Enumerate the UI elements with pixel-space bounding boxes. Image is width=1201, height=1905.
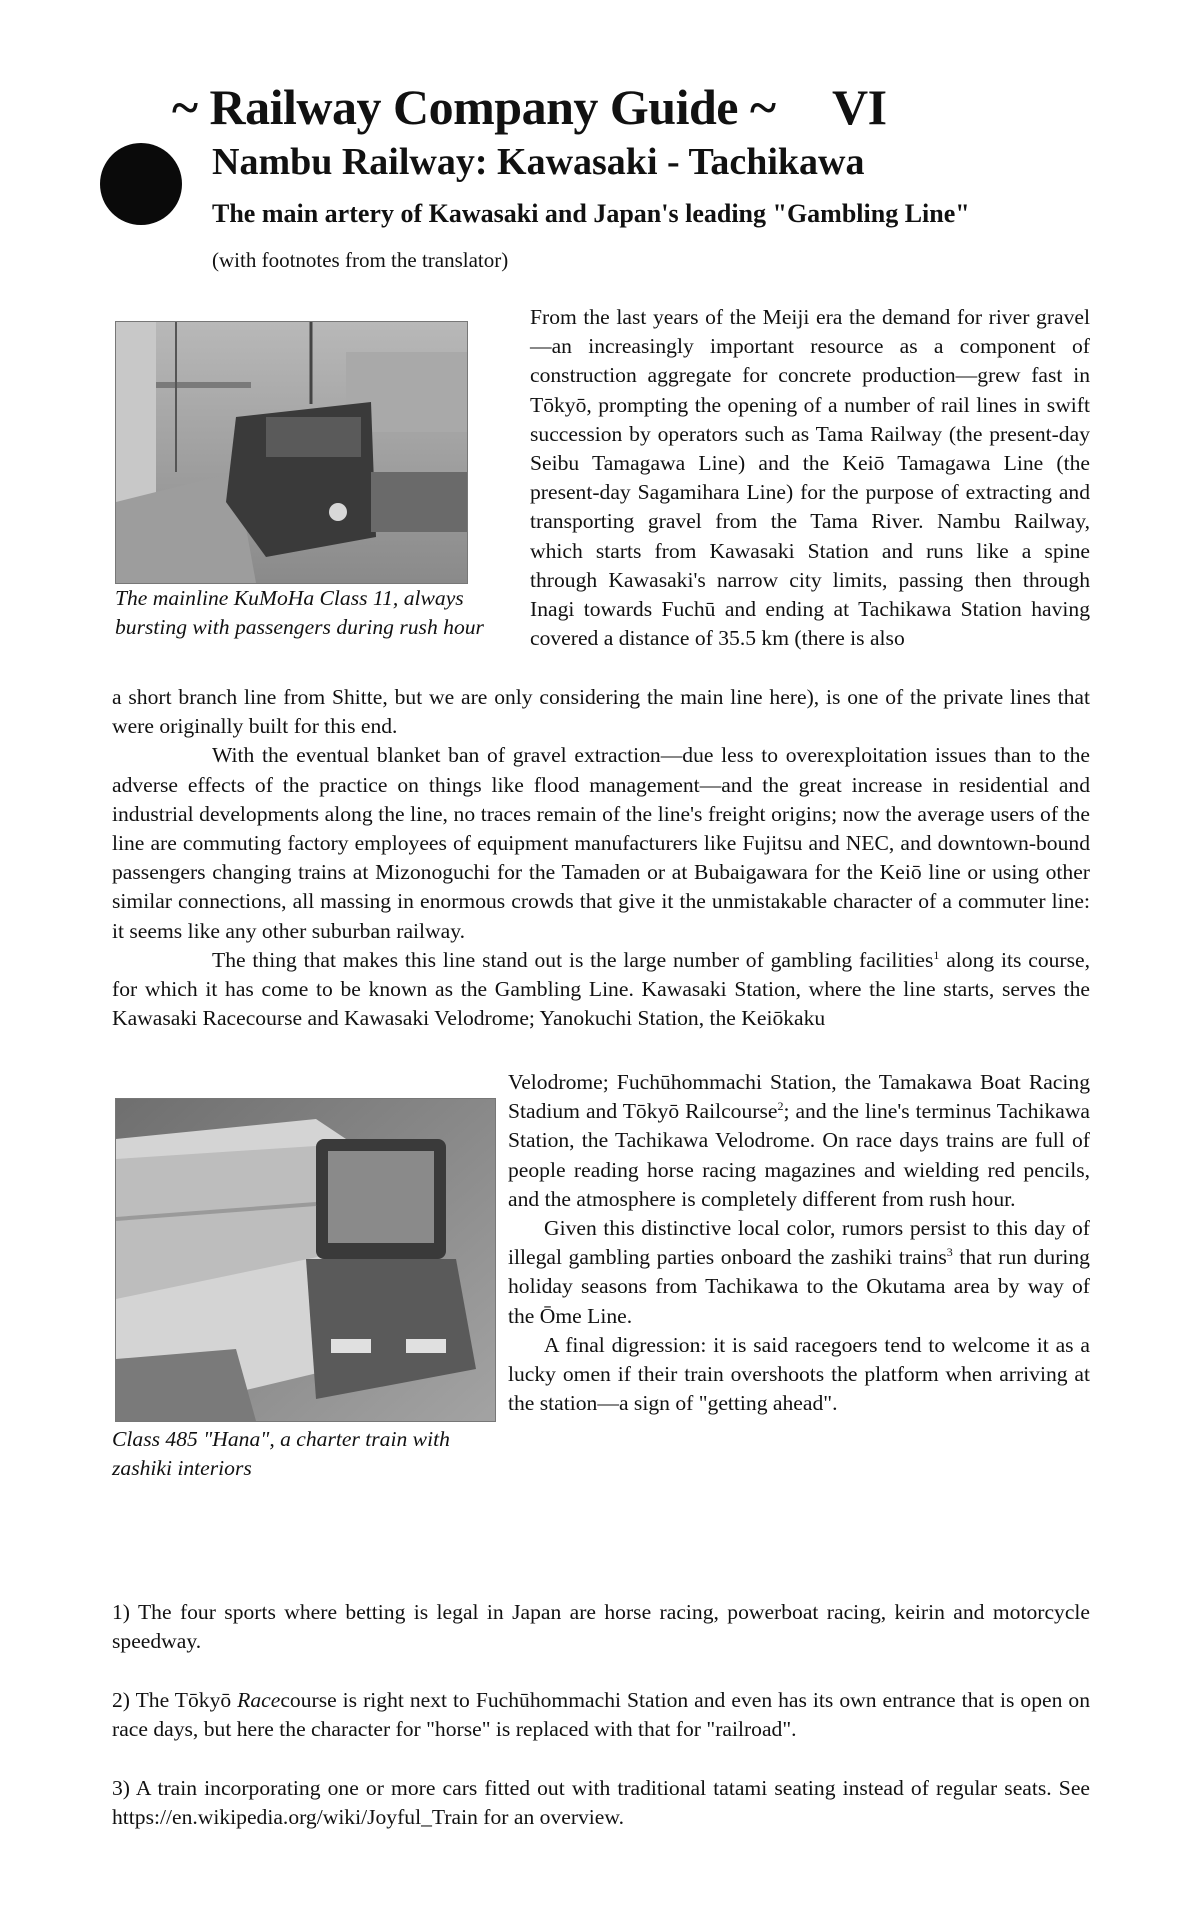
footnote-2 [112,1686,1090,1744]
footnote-ref-3[interactable]: 3 [946,1245,953,1260]
paragraph-3-side-b: ; and the line's terminus Tachikawa Station, the Tachikawa Velodrome. On race days trains are full of people reading horse racing magazines and wielding red pencils, and the atmosphere is completely different from rush hour. [508,1099,1091,1211]
train-photo-1 [116,322,467,583]
footnote-2-emphasis: Race [237,1688,281,1712]
paragraph-3-side-a: Velodrome; Fuchūhommachi Station, the Tamakawa Boat Racing Stadium and Tōkyō Railcourse [508,1070,1090,1124]
article-subtitle: Nambu Railway: Kawasaki - Tachikawa [212,141,865,183]
footnote-ref-1[interactable]: 1 [933,947,940,962]
paragraph-3-text-a: The thing that makes this line stand out is the large number of gambling facilities [212,947,934,972]
paragraph-4 [508,1214,1090,1331]
paragraph-4-text-a: Given this distinctive local color, rumors persist to this day of illegal gambling parties onboard the zashiki trains [508,1216,1090,1270]
article-body-full [112,683,1090,1033]
paragraph-5: A final digression: it is said racegoers tend to welcome it as a lucky omen if their train overshoots the platform when arriving at the station—a sign of "getting ahead". [508,1332,1090,1416]
translator-note: (with footnotes from the translator) [212,248,509,272]
title-text: ~ Railway Company Guide ~ [172,79,776,135]
photo-caption-2: Class 485 "Hana", a charter train with zashiki interiors [112,1427,450,1481]
article-tagline: The main artery of Kawasaki and Japan's leading "Gambling Line" [212,199,970,228]
paragraph-2: With the eventual blanket ban of gravel extraction—due less to overexploitation issues than to the adverse effects of the practice on things like flood management—and the great increase in residential and industrial developments along the line, no traces remain of the line's freight origins; now the average users of the line are commuting factory employees of equipment manufacturers like Fujitsu and NEC, and downtown-bound passengers changing trains at Mizonoguchi for the Tamaden or at Bubaigawara for the Keiō line or using other similar connections, all massing in enormous crowds that give it the unmistakable character of a commuter line: it seems like any other suburban railway. [112,743,1090,943]
footnote-ref-2[interactable]: 2 [777,1099,784,1114]
paragraph-3-start [112,946,1090,1034]
photo-class-485-hana [115,1098,496,1422]
photo-kumoha-class-11 [115,321,468,584]
paragraph-3-continued [508,1068,1090,1214]
paragraph-1-side-text: From the last years of the Meiji era the demand for river gravel—an increasingly important resource as a component of construction aggregate for concrete production—grew fast in Tōkyō, prompting the opening of a number of rail lines in swift succession by operators such as Tama Railway (the present-day Seibu Tamagawa Line) and the Keiō Tamagawa Line (the present-day Sagamihara Line) for the purpose of extracting and transporting gravel from the Tama River. Nambu Railway, which starts from Kawasaki Station and runs like a spine through Kawasaki's narrow city limits, passing then through Inagi towards Fuchū and ending at Tachikawa Station having covered a distance of 35.5 km (there is also [530,305,1090,651]
volume-number: VI [832,79,887,135]
train-photo-2 [116,1099,495,1421]
paragraph-1-continued: a short branch line from Shitte, but we are only considering the main line here), is one of the private lines that were originally built for this end. [112,685,1090,739]
paragraph-4-text-b: that run during holiday seasons from Tachikawa to the Okutama area by way of the Ōme Line. [508,1245,1090,1328]
footnote-2-text-b: course is right next to Fuchūhommachi Station and even has its own entrance that is open on race days, but here the character for "horse" is replaced with that for "railroad". [112,1688,1090,1742]
footnote-3: 3) A train incorporating one or more cars fitted out with traditional tatami seating instead of regular seats. See https://en.wikipedia.org/wiki/Joyful_Train for an overview. [112,1776,1090,1830]
photo-caption-1: The mainline KuMoHa Class 11, always bursting with passengers during rush hour [115,586,484,640]
footnote-2-text-a: 2) The Tōkyō [112,1688,238,1712]
page-title [172,78,887,136]
article-body-side-2 [508,1068,1090,1418]
article-paragraph-1-side [530,303,1090,653]
paragraph-3-text-b: along its course, for which it has come to be known as the Gambling Line. Kawasaki Station, where the line starts, serves the Kawasaki Racecourse and Kawasaki Velodrome; Yanokuchi Station, the Keiōkaku [112,947,1091,1031]
bullet-dot [100,143,182,225]
footnote-1: 1) The four sports where betting is legal in Japan are horse racing, powerboat racing, keirin and motorcycle speedway. [112,1600,1090,1654]
